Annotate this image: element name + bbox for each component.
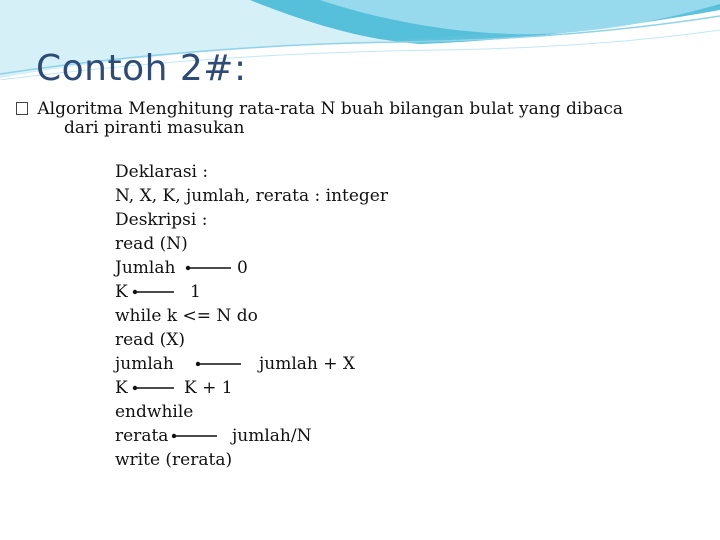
write-statement: write (rerata) (115, 450, 233, 470)
bullet-line-2: dari piranti masukan (64, 118, 245, 138)
assign-rerata-target: rerata (115, 426, 169, 446)
assign-inc-target: K (115, 378, 128, 398)
assign-rerata-value: jumlah/N (232, 426, 312, 446)
assignment-arrow-icon (185, 262, 231, 274)
assignment-arrow-icon (171, 430, 217, 442)
read-x-statement: read (X) (115, 330, 185, 350)
assign-k-target: K (115, 282, 128, 302)
assignment-arrow-icon (132, 382, 174, 394)
assign-jumlah-value: 0 (237, 258, 248, 278)
deskripsi-label: Deskripsi : (115, 210, 208, 230)
assign-inc-value: K + 1 (184, 378, 233, 398)
bullet-line-1: Algoritma Menghitung rata-rata N buah bilangan bulat yang dibaca (37, 99, 624, 119)
bullet-marker-icon (16, 102, 28, 115)
while-statement: while k <= N do (115, 306, 258, 326)
assign-sum-value: jumlah + X (259, 354, 356, 374)
assign-sum-target: jumlah (115, 354, 174, 374)
assignment-arrow-icon (195, 358, 241, 370)
read-n-statement: read (N) (115, 234, 188, 254)
deklarasi-label: Deklarasi : (115, 162, 209, 182)
bullet-paragraph (16, 100, 676, 138)
assignment-arrow-icon (132, 286, 174, 298)
assign-k-value: 1 (190, 282, 201, 302)
endwhile-statement: endwhile (115, 402, 194, 422)
assign-jumlah-target: Jumlah (115, 258, 176, 278)
deklarasi-vars: N, X, K, jumlah, rerata : integer (115, 186, 388, 206)
slide-title: Contoh 2#: (36, 48, 247, 89)
